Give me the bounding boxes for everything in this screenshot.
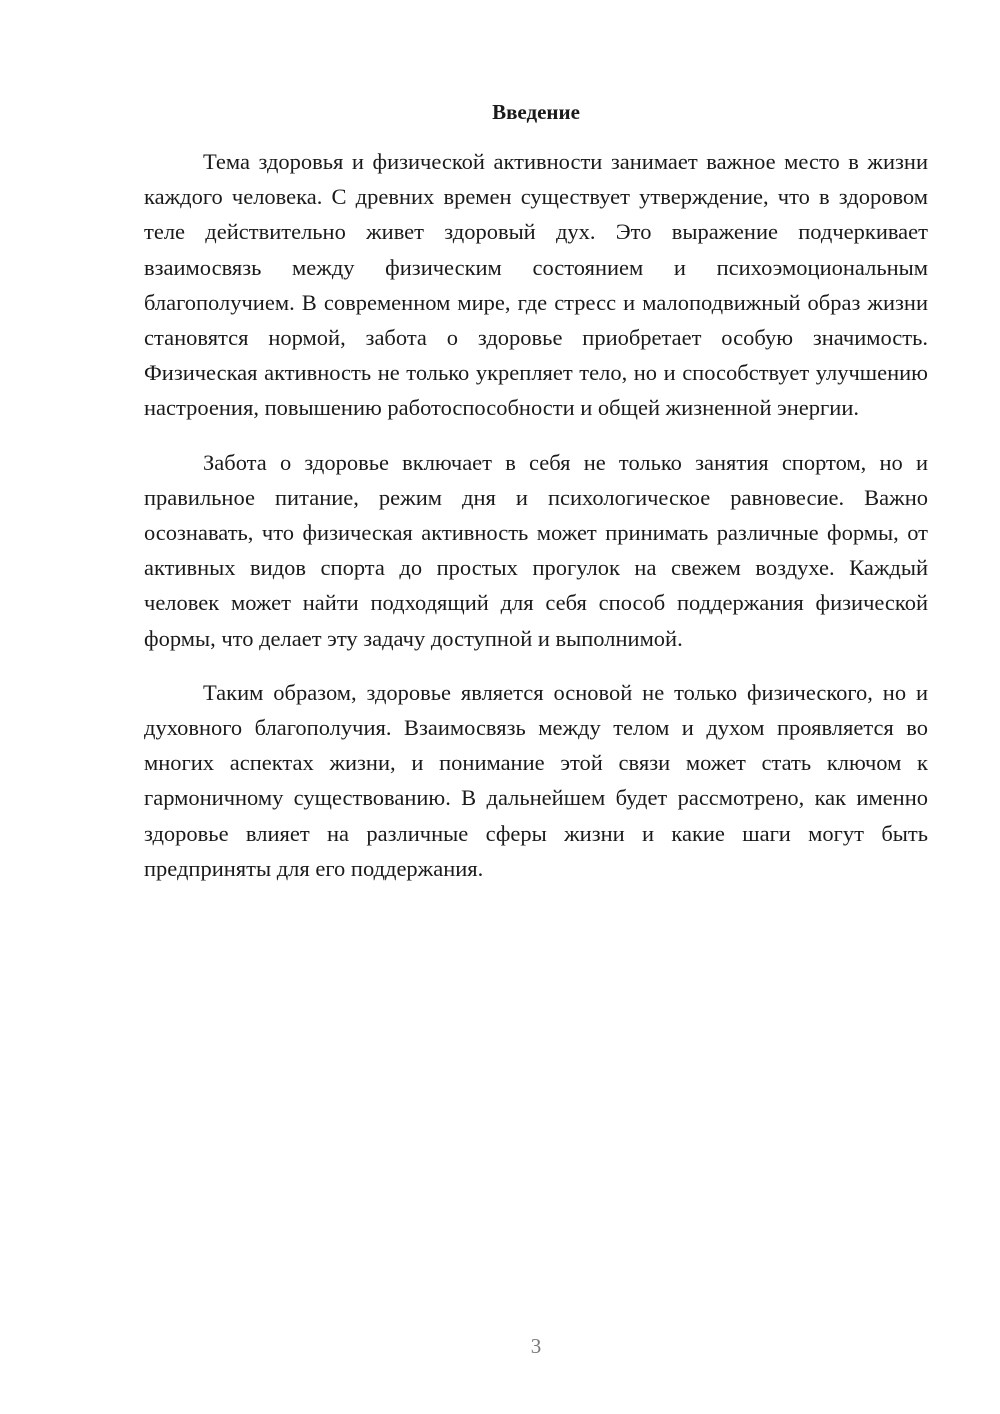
page-number: 3 xyxy=(530,1334,542,1358)
paragraph-1: Тема здоровья и физической активности занимает важное место в жизни каждого человека. С древних времен существует утверждение, что в здоровом теле действительно живет здоровый дух. Это выражение подчеркивает взаимосвязь между физическим состоянием и психоэмоциональным благополучием. В современном мире, где стресс и малоподвижный образ жизни становятся нормой, забота о здоровье приобретает особую значимость. Физическая активность не только укрепляет тело, но и способствует улучшению настроения, повышению работоспособности и общей жизненной энергии. xyxy=(144,149,928,421)
document-body xyxy=(144,144,928,905)
paragraph-3: Таким образом, здоровье является основой не только физического, но и духовного благополучия. Взаимосвязь между телом и духом проявляется во многих аспектах жизни, и понимание этой связи может стать ключом к гармоничному существованию. В дальнейшем будет рассмотрено, как именно здоровье влияет на различные сферы жизни и какие шаги могут быть предприняты для его поддержания. xyxy=(144,679,928,881)
paragraph-2: Забота о здоровье включает в себя не только занятия спортом, но и правильное питание, режим дня и психологическое равновесие. Важно осознавать, что физическая активность может принимать различные формы, от активных видов спорта до простых прогулок на свежем воздухе. Каждый человек может найти подходящий для себя способ поддержания физической формы, что делает эту задачу доступной и выполнимой. xyxy=(144,449,928,651)
section-title: Введение xyxy=(492,100,580,124)
